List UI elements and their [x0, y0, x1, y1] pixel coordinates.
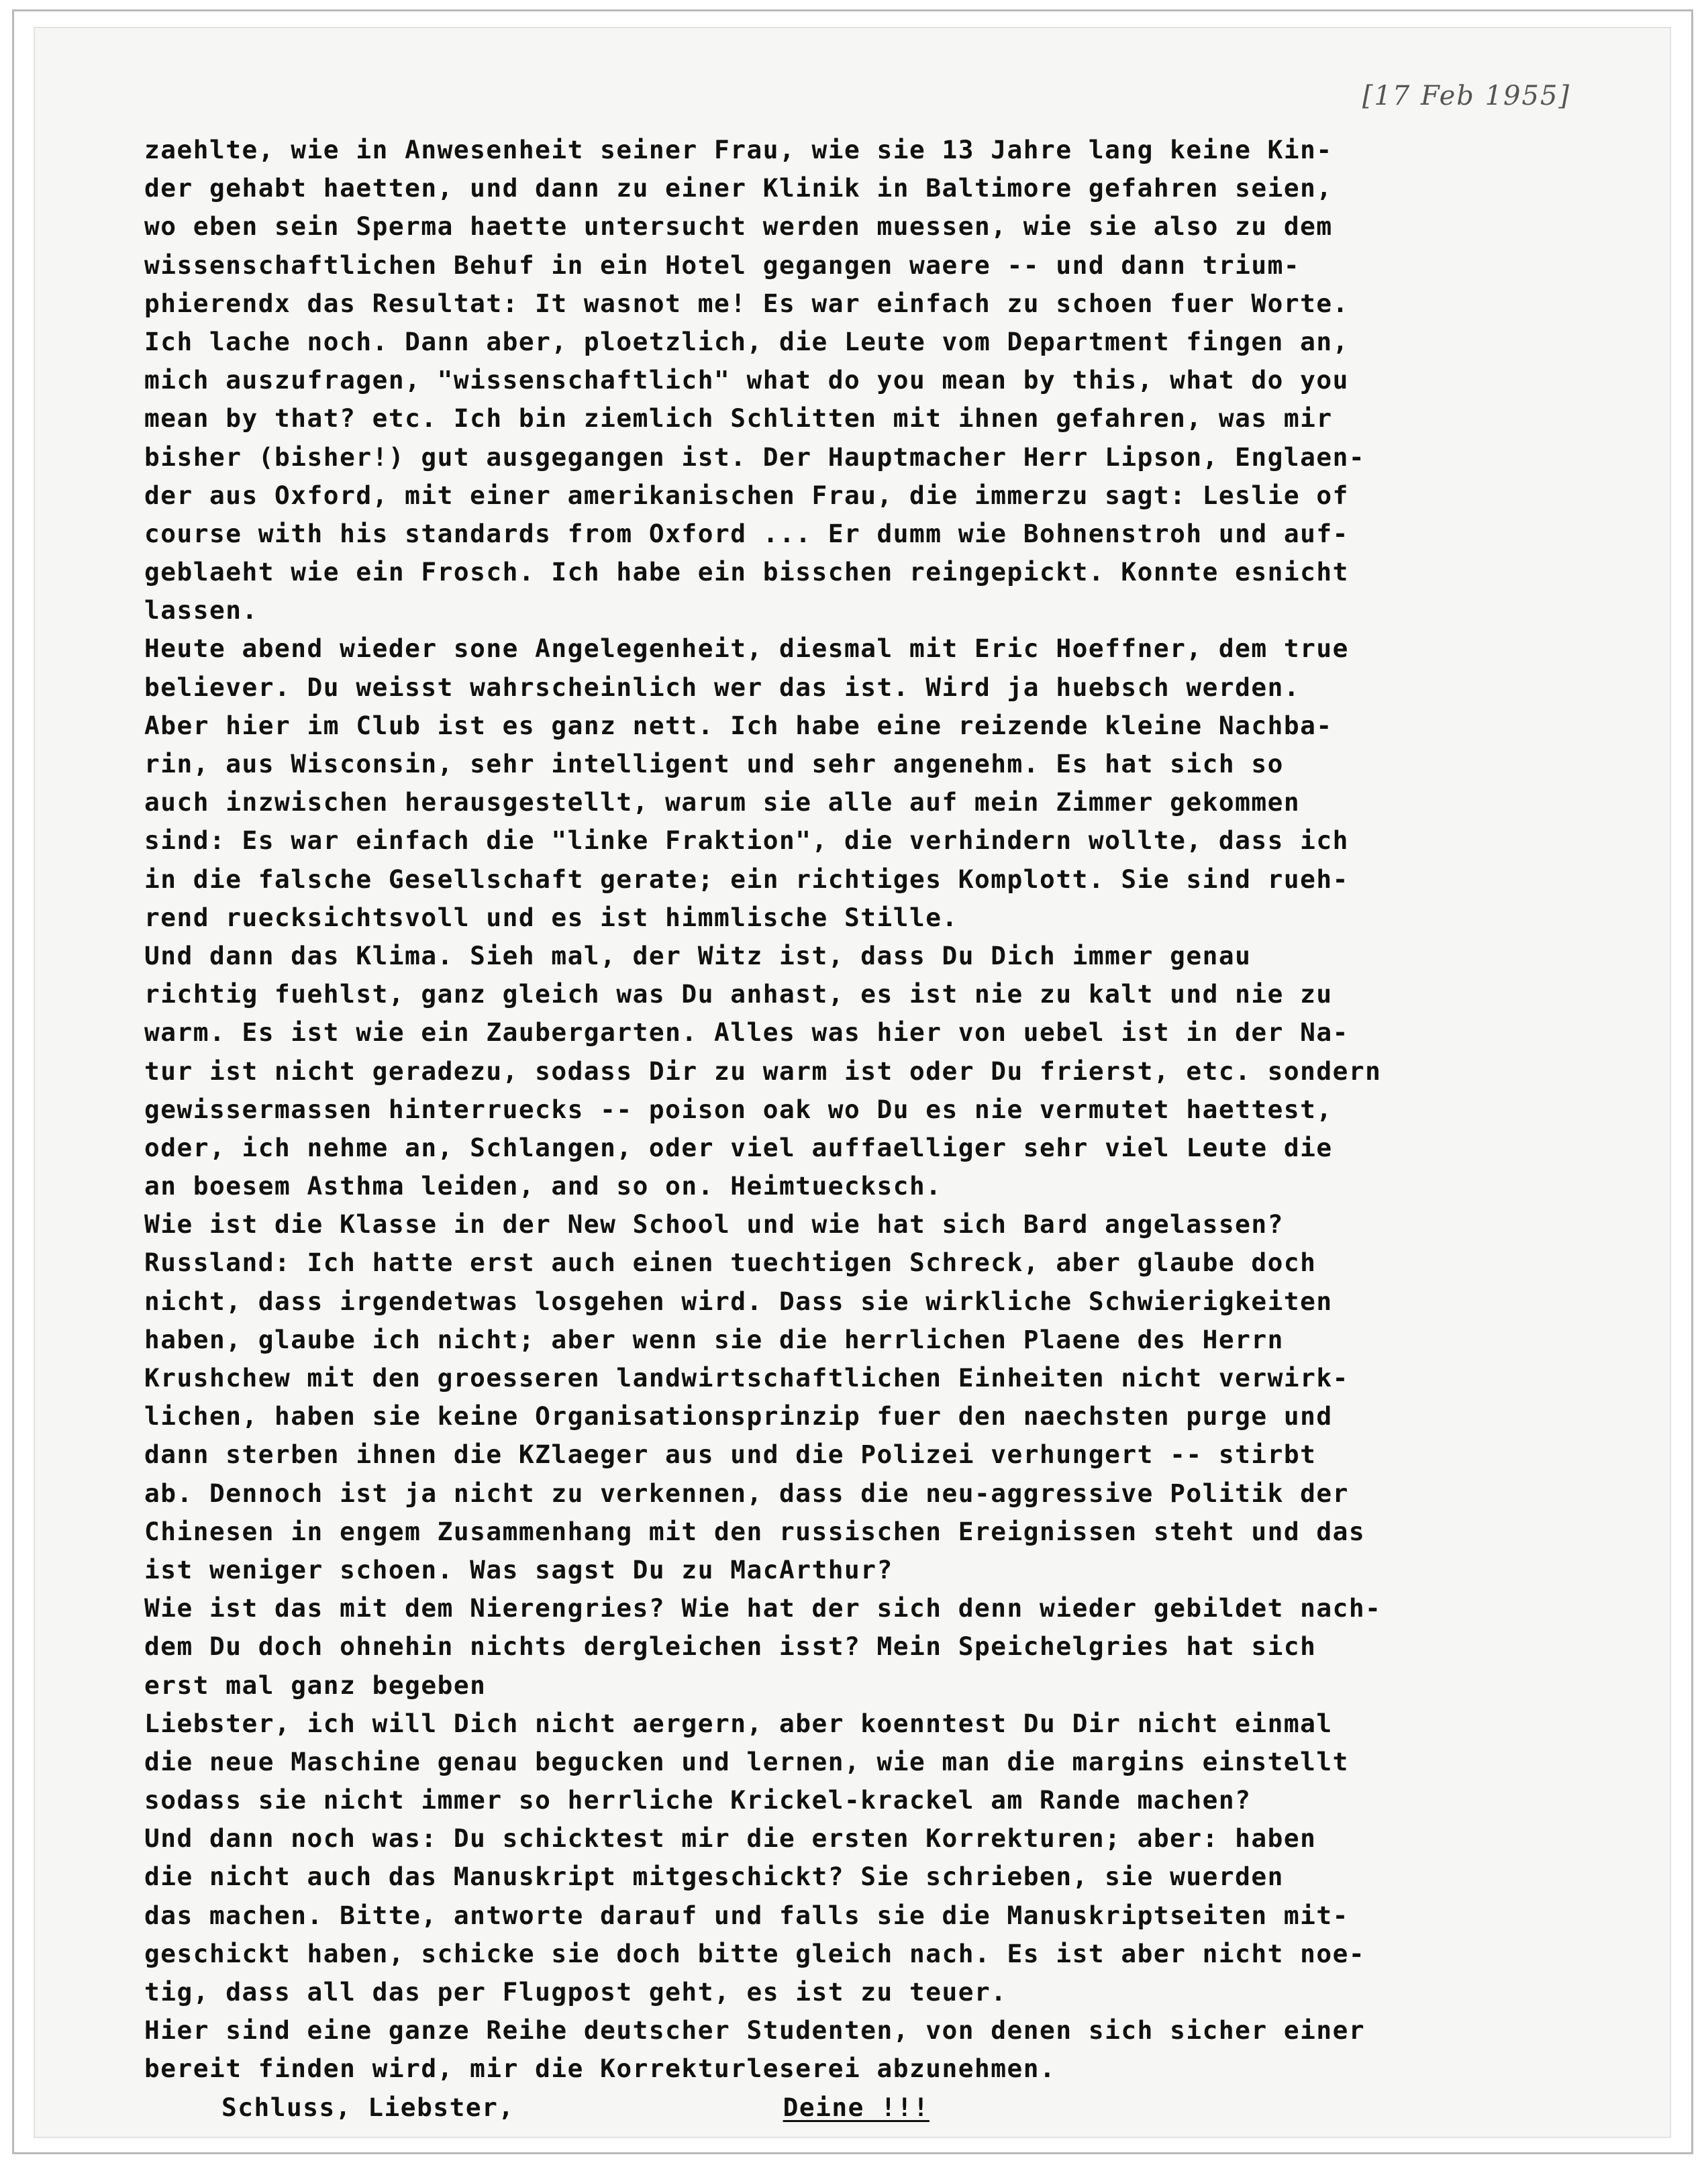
- text-line: bisher (bisher!) gut ausgegangen ist. Der Hauptmacher Herr Lipson, Englaen-: [144, 442, 1366, 472]
- text-line: ab. Dennoch ist ja nicht zu verkennen, dass die neu-aggressive Politik der: [144, 1478, 1349, 1508]
- text-line: die nicht auch das Manuskript mitgeschickt? Sie schrieben, sie wuerden: [144, 1862, 1284, 1892]
- text-line: dann sterben ihnen die KZlaeger aus und die Polizei verhungert -- stirbt: [144, 1440, 1317, 1470]
- text-line: nicht, dass irgendetwas losgehen wird. Dass sie wirkliche Schwierigkeiten: [144, 1286, 1333, 1316]
- text-line: Hier sind eine ganze Reihe deutscher Studenten, von denen sich sicher einer: [144, 2015, 1366, 2046]
- text-line: Krushchew mit den groesseren landwirtschaftlichen Einheiten nicht verwirk-: [144, 1363, 1349, 1393]
- text-line: ist weniger schoen. Was sagst Du zu MacArthur?: [144, 1554, 893, 1584]
- text-line: tur ist nicht geradezu, sodass Dir zu warm ist oder Du frierst, etc. sondern: [144, 1056, 1382, 1086]
- text-line: Russland: Ich hatte erst auch einen tuechtigen Schreck, aber glaube doch: [144, 1248, 1317, 1278]
- text-line: rend ruecksichtsvoll und es ist himmlische Stille.: [144, 902, 958, 932]
- text-line: tig, dass all das per Flugpost geht, es ist zu teuer.: [144, 1977, 1007, 2007]
- closing-line: [144, 2088, 1661, 2127]
- text-line: geblaeht wie ein Frosch. Ich habe ein bisschen reingepickt. Konnte esnicht: [144, 557, 1349, 587]
- text-line: geschickt haben, schicke sie doch bitte gleich nach. Es ist aber nicht noe-: [144, 1938, 1366, 1968]
- text-line: haben, glaube ich nicht; aber wenn sie die herrlichen Plaene des Herrn: [144, 1324, 1284, 1354]
- date-annotation: [17 Feb 1955]: [1362, 81, 1570, 111]
- text-line: der gehabt haetten, und dann zu einer Klinik in Baltimore gefahren seien,: [144, 173, 1333, 203]
- letter-body: [144, 131, 1661, 2127]
- text-line: in die falsche Gesellschaft gerate; ein richtiges Komplott. Sie sind rueh-: [144, 864, 1349, 894]
- text-line: an boesem Asthma leiden, and so on. Heimtuecksch.: [144, 1171, 942, 1201]
- text-line: Und dann das Klima. Sieh mal, der Witz ist, dass Du Dich immer genau: [144, 940, 1252, 970]
- text-line: Aber hier im Club ist es ganz nett. Ich habe eine reizende kleine Nachba-: [144, 710, 1333, 740]
- text-line: auch inzwischen herausgestellt, warum sie alle auf mein Zimmer gekommen: [144, 787, 1301, 817]
- text-line: Heute abend wieder sone Angelegenheit, diesmal mit Eric Hoeffner, dem true: [144, 634, 1349, 664]
- text-line: Und dann noch was: Du schicktest mir die ersten Korrekturen; aber: haben: [144, 1823, 1317, 1854]
- text-line: warm. Es ist wie ein Zaubergarten. Alles was hier von uebel ist in der Na-: [144, 1017, 1349, 1048]
- text-line: dem Du doch ohnehin nichts dergleichen isst? Mein Speichelgries hat sich: [144, 1631, 1317, 1662]
- text-line: course with his standards from Oxford ... Er dumm wie Bohnenstroh und auf-: [144, 518, 1349, 548]
- text-line: erst mal ganz begeben: [144, 1670, 487, 1700]
- text-line: believer. Du weisst wahrscheinlich wer das ist. Wird ja huebsch werden.: [144, 672, 1301, 702]
- text-line: mich auszufragen, "wissenschaftlich" what do you mean by this, what do you: [144, 365, 1349, 395]
- text-line: phierendx das Resultat: It wasnot me! Es war einfach zu schoen fuer Worte.: [144, 288, 1349, 318]
- text-line: gewissermassen hinterruecks -- poison oak wo Du es nie vermutet haettest,: [144, 1094, 1333, 1124]
- text-line: oder, ich nehme an, Schlangen, oder viel auffaelliger sehr viel Leute die: [144, 1132, 1333, 1162]
- text-line: wo eben sein Sperma haette untersucht werden muessen, wie sie also zu dem: [144, 211, 1333, 242]
- text-line: wissenschaftlichen Behuf in ein Hotel gegangen waere -- und dann trium-: [144, 250, 1301, 280]
- text-line: sodass sie nicht immer so herrliche Krickel-krackel am Rande machen?: [144, 1785, 1252, 1815]
- text-line: Wie ist die Klasse in der New School und wie hat sich Bard angelassen?: [144, 1209, 1284, 1240]
- text-line: der aus Oxford, mit einer amerikanischen Frau, die immerzu sagt: Leslie of: [144, 480, 1349, 510]
- text-line: lichen, haben sie keine Organisationsprinzip fuer den naechsten purge und: [144, 1401, 1333, 1431]
- closing-text: Schluss, Liebster,: [221, 2092, 515, 2122]
- text-line: zaehlte, wie in Anwesenheit seiner Frau, wie sie 13 Jahre lang keine Kin-: [144, 135, 1333, 164]
- text-line: die neue Maschine genau begucken und lernen, wie man die margins einstellt: [144, 1746, 1349, 1776]
- text-line: rin, aus Wisconsin, sehr intelligent und sehr angenehm. Es hat sich so: [144, 749, 1284, 778]
- text-line: das machen. Bitte, antworte darauf und falls sie die Manuskriptseiten mit-: [144, 1900, 1349, 1930]
- text-line: Chinesen in engem Zusammenhang mit den russischen Ereignissen steht und das: [144, 1516, 1366, 1546]
- text-line: Ich lache noch. Dann aber, ploetzlich, die Leute vom Department fingen an,: [144, 326, 1349, 356]
- text-line: mean by that? etc. Ich bin ziemlich Schlitten mit ihnen gefahren, was mir: [144, 403, 1333, 434]
- signature: Deine !!!: [783, 2092, 930, 2122]
- text-line: sind: Es war einfach die "linke Fraktion", die verhindern wollte, dass ich: [144, 825, 1349, 856]
- text-line: lassen.: [144, 595, 258, 625]
- text-line: Liebster, ich will Dich nicht aergern, aber koenntest Du Dir nicht einmal: [144, 1708, 1333, 1738]
- text-line: Wie ist das mit dem Nierengries? Wie hat der sich denn wieder gebildet nach-: [144, 1593, 1382, 1623]
- text-line: bereit finden wird, mir die Korrekturleserei abzunehmen.: [144, 2054, 1056, 2084]
- text-line: richtig fuehlst, ganz gleich was Du anhast, es ist nie zu kalt und nie zu: [144, 979, 1333, 1009]
